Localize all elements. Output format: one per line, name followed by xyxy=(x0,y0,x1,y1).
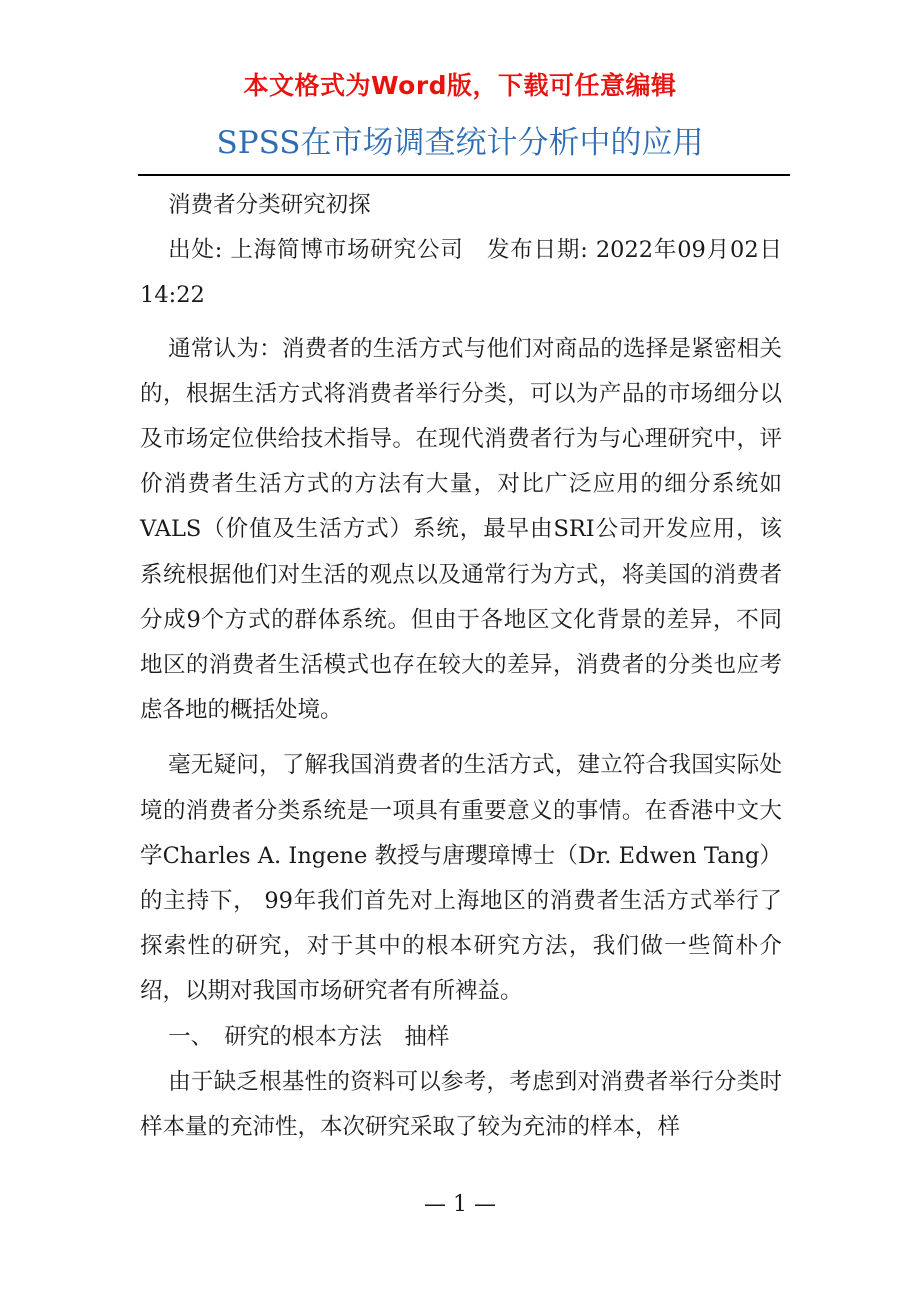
body-paragraph: 毫无疑问，了解我国消费者的生活方式，建立符合我国实际处境的消费者分类系统是一项具有重要意义的事情。在香港中文大学Charles A. Ingene 教授与唐瓔璋博士（Dr. Edwen Tang）的主持下， 99年我们首先对上海地区的消费者生活方式举行了探索性的研究，对于其中的根本研究方法，我们做一些简朴介绍，以期对我国市场研究者有所裨益。 xyxy=(140,752,782,1005)
body-paragraph: 由于缺乏根基性的资料可以参考，考虑到对消费者举行分类时样本量的充沛性，本次研究采取了较为充沛的样本，样 xyxy=(140,1068,782,1141)
document-body xyxy=(140,183,782,1150)
page-number: — 1 — xyxy=(424,1192,496,1217)
format-notice: 本文格式为Word版，下载可任意编辑 xyxy=(243,71,677,100)
subsection-heading: 一、 研究的根本方法 抽样 xyxy=(168,1023,450,1050)
body-paragraph: 通常认为：消费者的生活方式与他们对商品的选择是紧密相关的，根据生活方式将消费者举行分类，可以为产品的市场细分以及市场定位供给技术指导。在现代消费者行为与心理研究中，评价消费者生活方式的方法有大量，对比广泛应用的细分系统如VALS（价值及生活方式）系统，最早由SRI公司开发应用，该系统根据他们对生活的观点以及通常行为方式，将美国的消费者分成9个方式的群体系统。但由于各地区文化背景的差异，不同地区的消费者生活模式也存在较大的差异，消费者的分类也应考虑各地的概括处境。 xyxy=(140,335,782,724)
title-divider xyxy=(138,174,790,176)
document-title: SPSS在市场调查统计分析中的应用 xyxy=(216,125,704,161)
section-heading: 消费者分类研究初探 xyxy=(168,192,371,218)
source-line: 出处: 上海简博市场研究公司 发布日期: 2022年09月02日 14:22 xyxy=(140,237,782,309)
